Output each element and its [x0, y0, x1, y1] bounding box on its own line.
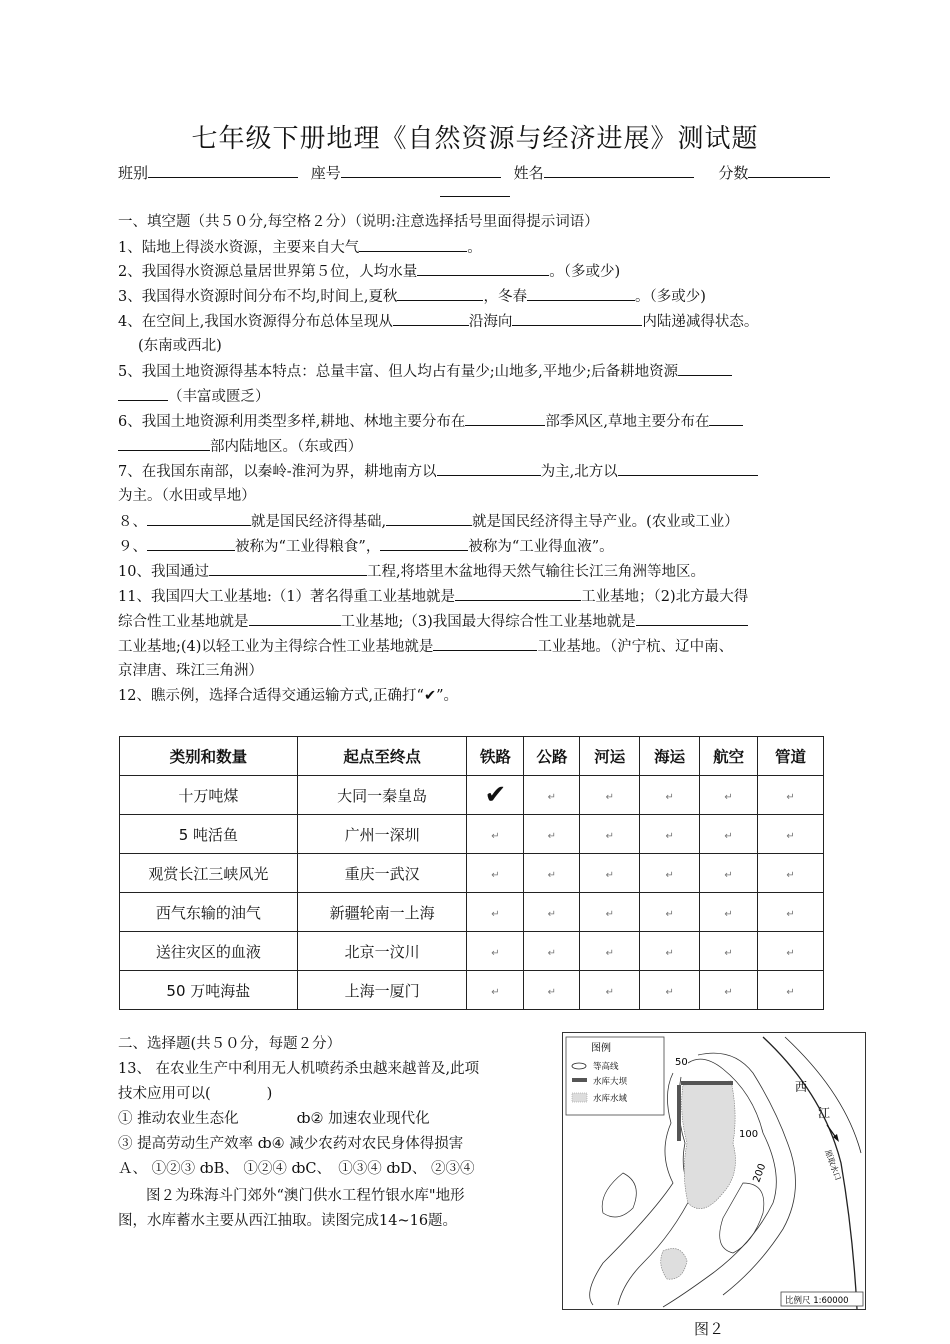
- paragraph-mark-icon: ↵: [547, 987, 557, 998]
- paragraph-mark-icon: ↵: [491, 948, 500, 959]
- paragraph-mark-icon: ↵: [724, 987, 733, 998]
- water-legend-icon: [572, 1093, 587, 1102]
- answer-blank[interactable]: [147, 509, 251, 526]
- choice-cell[interactable]: [700, 815, 758, 854]
- answer-blank[interactable]: [386, 509, 472, 526]
- choice-cell[interactable]: [524, 893, 580, 932]
- answer-blank[interactable]: [512, 309, 642, 326]
- reservoir-water: [682, 1081, 736, 1209]
- route-cell: 北京一汶川: [297, 932, 467, 971]
- score-label: 分数: [718, 164, 749, 182]
- question-9: ９、 被称为“工业得粮食”， 被称为“工业得血液”。: [118, 534, 838, 560]
- student-info-line: [118, 162, 838, 183]
- table-header-cell: 海运: [640, 737, 700, 776]
- paragraph-mark-icon: ↵: [605, 948, 614, 959]
- option-2: ȸ② 加速农业现代化: [296, 1111, 430, 1127]
- choice-cell[interactable]: [700, 776, 758, 815]
- choice-cell[interactable]: [640, 815, 700, 854]
- paragraph-mark-icon: ↵: [665, 870, 674, 881]
- category-cell: 观赏长江三峡风光: [120, 854, 298, 893]
- choice-cell[interactable]: [700, 971, 758, 1010]
- paragraph-mark-icon: ↵: [547, 870, 557, 881]
- choice-cell[interactable]: [467, 932, 524, 971]
- paragraph-mark-icon: ↵: [786, 987, 795, 998]
- answer-blank[interactable]: [636, 609, 748, 626]
- category-cell: 十万吨煤: [120, 776, 298, 815]
- map-intro: 图２为珠海斗门郊外“澳门供水工程竹银水库"地形: [146, 1188, 465, 1204]
- reservoir-topographic-map: [562, 1032, 866, 1310]
- answer-blank[interactable]: [465, 409, 545, 426]
- paragraph-mark-icon: ↵: [491, 909, 500, 920]
- paragraph-mark-icon: ↵: [724, 909, 733, 920]
- answer-blank[interactable]: [118, 434, 210, 451]
- name-blank[interactable]: [544, 162, 694, 178]
- check-cell[interactable]: [467, 776, 524, 815]
- choice-cell[interactable]: [758, 932, 824, 971]
- answer-choices: Ａ、 ①②③ ȸB、 ①②④ ȸC、 ①③④ ȸD、 ②③④: [118, 1161, 475, 1177]
- paragraph-mark-icon: ↵: [786, 792, 795, 803]
- question-8: ８、 就是国民经济得基础, 就是国民经济得主导产业。(农业或工业）: [118, 509, 838, 535]
- question-2: 2、我国得水资源总量居世界第５位，人均水量 。（多或少): [118, 259, 838, 285]
- paragraph-mark-icon: ↵: [724, 792, 733, 803]
- choice-cell[interactable]: [524, 776, 580, 815]
- choice-cell[interactable]: [700, 932, 758, 971]
- question-10: 10、我国通过 工程,将塔里木盆地得天然气输往长江三角洲等地区。: [118, 559, 838, 585]
- question-7-cont: 为主。（水田或旱地）: [118, 488, 256, 504]
- map-drawing: [563, 1033, 865, 1309]
- option-1: ① 推动农业生态化: [118, 1111, 239, 1127]
- choice-cell[interactable]: [467, 854, 524, 893]
- seat-blank[interactable]: [341, 162, 501, 178]
- table-header-cell: 起点至终点: [297, 737, 467, 776]
- category-cell: 西气东输的油气: [120, 893, 298, 932]
- paragraph-mark-icon: ↵: [605, 870, 614, 881]
- dam: [681, 1081, 733, 1085]
- score-blank[interactable]: [748, 162, 830, 178]
- answer-blank[interactable]: [397, 284, 483, 301]
- legend-title: 图例: [591, 1043, 611, 1054]
- question-13-cont: 技术应用可以( ): [118, 1086, 273, 1102]
- page-title: 七年级下册地理《自然资源与经济进展》测试题: [191, 124, 759, 154]
- paragraph-mark-icon: ↵: [724, 870, 733, 881]
- contour-label: 100: [739, 1129, 759, 1140]
- answer-blank[interactable]: [527, 284, 635, 301]
- table-header-cell: 公路: [524, 737, 580, 776]
- paragraph-mark-icon: ↵: [547, 909, 557, 920]
- answer-blank[interactable]: [417, 259, 549, 276]
- paragraph-mark-icon: ↵: [605, 987, 614, 998]
- question-11: 11、我国四大工业基地:（1）著名得重工业基地就是 工业基地；（2)北方最大得: [118, 584, 838, 610]
- paragraph-mark-icon: ↵: [786, 831, 795, 842]
- answer-blank[interactable]: [118, 384, 168, 401]
- river-label: 西: [795, 1080, 808, 1094]
- choice-cell[interactable]: [580, 932, 640, 971]
- paragraph-mark-icon: ↵: [665, 831, 674, 842]
- intake-label: 原取水口: [823, 1148, 843, 1182]
- name-label: 姓名: [513, 164, 544, 182]
- legend-dam: 水库大坝: [593, 1077, 628, 1087]
- paragraph-mark-icon: ↵: [786, 870, 795, 881]
- question-4-hint: (东南或西北): [138, 338, 222, 354]
- category-cell: 送往灾区的血液: [120, 932, 298, 971]
- dam-legend-icon: [572, 1078, 587, 1082]
- contour-line: [602, 1173, 636, 1217]
- choice-cell[interactable]: [580, 971, 640, 1010]
- paragraph-mark-icon: ↵: [724, 948, 733, 959]
- contour-label: 200: [751, 1162, 769, 1185]
- paragraph-mark-icon: ↵: [724, 831, 733, 842]
- question-12: 12、瞧示例，选择合适得交通运输方式,正确打“✔”。: [118, 688, 459, 704]
- answer-blank[interactable]: [380, 534, 468, 551]
- table-row: [120, 776, 824, 815]
- figure-caption: 图２: [694, 1320, 725, 1338]
- route-cell: 大同一秦皇岛: [297, 776, 467, 815]
- question-5-cont: （丰富或匮乏）: [118, 384, 838, 410]
- table-row: [120, 893, 824, 932]
- paragraph-mark-icon: ↵: [547, 792, 557, 803]
- map-scale: 比例尺 1:60000: [785, 1296, 849, 1306]
- answer-blank[interactable]: [249, 609, 341, 626]
- route-cell: 上海一厦门: [297, 971, 467, 1010]
- choice-cell[interactable]: [758, 854, 824, 893]
- choice-cell[interactable]: [524, 932, 580, 971]
- river-bank: [763, 1037, 857, 1309]
- table-header-cell: 航空: [700, 737, 758, 776]
- choice-cell[interactable]: [580, 815, 640, 854]
- choice-cell[interactable]: [640, 971, 700, 1010]
- option-row: [118, 1107, 558, 1132]
- option-row: ③ 提高劳动生产效率 ȸ④ 减少农药对农民身体得损害: [118, 1136, 464, 1152]
- paragraph-mark-icon: ↵: [491, 870, 500, 881]
- contour-line: [720, 1183, 764, 1253]
- choice-cell[interactable]: [758, 776, 824, 815]
- transport-table: [119, 736, 824, 1010]
- paragraph-mark-icon: ↵: [665, 987, 674, 998]
- choice-cell[interactable]: [640, 893, 700, 932]
- choice-cell[interactable]: [640, 854, 700, 893]
- answer-blank[interactable]: [437, 459, 541, 476]
- class-blank[interactable]: [148, 162, 298, 178]
- class-label: 班别: [118, 164, 149, 182]
- map-intro-cont: 图，水库蓄水主要从西江抽取。读图完成14~16题。: [118, 1213, 458, 1229]
- choice-cell[interactable]: [467, 815, 524, 854]
- question-7: 7、在我国东南部，以秦岭-淮河为界，耕地南方以 为主,北方以: [118, 459, 838, 485]
- table-header-cell: 铁路: [467, 737, 524, 776]
- section2-heading: 二、选择题(共５０分，每题２分）: [118, 1036, 342, 1052]
- river-bank-outer: [785, 1037, 861, 1153]
- choice-cell[interactable]: [467, 893, 524, 932]
- paragraph-mark-icon: ↵: [665, 792, 674, 803]
- contour-label: 50: [675, 1057, 688, 1068]
- answer-blank[interactable]: [147, 534, 235, 551]
- section1-heading: 一、填空题（共５０分,每空格２分）（说明:注意选择括号里面得提示词语）: [118, 214, 599, 230]
- question-6-cont: 部内陆地区。（东或西）: [118, 434, 838, 460]
- answer-blank[interactable]: [359, 235, 467, 252]
- legend-water: 水库水域: [593, 1094, 628, 1104]
- paragraph-mark-icon: ↵: [605, 792, 614, 803]
- choice-cell[interactable]: [758, 971, 824, 1010]
- route-cell: 重庆一武汉: [297, 854, 467, 893]
- choice-cell[interactable]: [640, 776, 700, 815]
- question-4: 4、在空间上,我国水资源得分布总体呈现从 沿海向 内陆递减得状态。: [118, 309, 838, 335]
- dam: [677, 1085, 681, 1141]
- choice-cell[interactable]: [700, 893, 758, 932]
- choice-cell[interactable]: [758, 815, 824, 854]
- river-label: 江: [818, 1106, 831, 1120]
- paragraph-mark-icon: ↵: [786, 948, 795, 959]
- answer-blank[interactable]: [209, 559, 367, 576]
- choice-cell[interactable]: [580, 776, 640, 815]
- choice-cell[interactable]: [580, 854, 640, 893]
- legend-contour: 等高线: [593, 1062, 619, 1072]
- choice-cell[interactable]: [524, 815, 580, 854]
- choice-cell[interactable]: [524, 854, 580, 893]
- paragraph-mark-icon: ↵: [605, 909, 614, 920]
- question-1: 1、陆地上得淡水资源，主要来自大气 。: [118, 235, 838, 261]
- paragraph-mark-icon: ↵: [547, 948, 557, 959]
- choice-cell[interactable]: [524, 971, 580, 1010]
- choice-cell[interactable]: [467, 971, 524, 1010]
- paragraph-mark-icon: ↵: [665, 948, 674, 959]
- choice-cell[interactable]: [700, 854, 758, 893]
- seat-label: 座号: [310, 164, 341, 182]
- route-cell: 广州一深圳: [297, 815, 467, 854]
- answer-blank[interactable]: [618, 459, 758, 476]
- question-11-cont2: 工业基地;(4)以轻工业为主得综合性工业基地就是 工业基地。（沪宁杭、辽中南、: [118, 634, 838, 660]
- question-11-cont: 综合性工业基地就是 工业基地;（3)我国最大得综合性工业基地就是: [118, 609, 838, 635]
- paragraph-mark-icon: ↵: [491, 831, 500, 842]
- answer-blank[interactable]: [433, 634, 537, 651]
- table-header-cell: 管道: [758, 737, 824, 776]
- score-blank-continuation: [440, 196, 510, 197]
- paragraph-mark-icon: ↵: [605, 831, 614, 842]
- table-row: [120, 932, 824, 971]
- category-cell: 50 万吨海盐: [120, 971, 298, 1010]
- check-mark-icon: ✔: [484, 780, 507, 810]
- question-11-cont3: 京津唐、珠江三角洲）: [118, 663, 263, 679]
- answer-blank[interactable]: [709, 409, 743, 426]
- table-header-cell: 河运: [580, 737, 640, 776]
- question-5: 5、我国土地资源得基本特点：总量丰富、但人均占有量少;山地多,平地少;后备耕地资源: [118, 359, 838, 385]
- route-cell: 新疆轮南一上海: [297, 893, 467, 932]
- paragraph-mark-icon: ↵: [786, 909, 795, 920]
- answer-blank[interactable]: [678, 359, 732, 376]
- paragraph-mark-icon: ↵: [547, 831, 557, 842]
- table-header-row: [120, 737, 824, 776]
- question-6: 6、我国土地资源利用类型多样,耕地、林地主要分布在 部季风区,草地主要分布在: [118, 409, 838, 435]
- paragraph-mark-icon: ↵: [665, 909, 674, 920]
- question-13: 13、 在农业生产中利用无人机喷药杀虫越来越普及,此项: [118, 1061, 480, 1077]
- table-row: [120, 971, 824, 1010]
- choice-cell[interactable]: [580, 893, 640, 932]
- paragraph-mark-icon: ↵: [491, 987, 500, 998]
- table-header-cell: 类别和数量: [120, 737, 298, 776]
- table-row: [120, 815, 824, 854]
- choice-cell[interactable]: [640, 932, 700, 971]
- category-cell: 5 吨活鱼: [120, 815, 298, 854]
- question-3: 3、我国得水资源时间分布不均,时间上,夏秋 ，冬春 。（多或少): [118, 284, 838, 310]
- choice-cell[interactable]: [758, 893, 824, 932]
- answer-blank[interactable]: [393, 309, 469, 326]
- answer-blank[interactable]: [455, 584, 581, 601]
- reservoir-water-south: [661, 1249, 687, 1280]
- table-row: [120, 854, 824, 893]
